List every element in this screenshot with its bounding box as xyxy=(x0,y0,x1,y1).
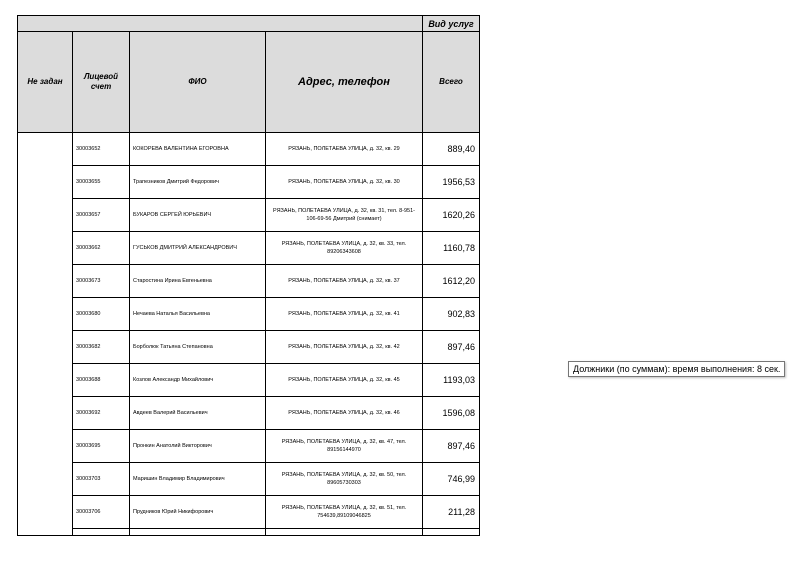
total-cell: 897,46 xyxy=(423,331,480,364)
cut-off-cell xyxy=(423,529,480,536)
cut-off-cell xyxy=(130,529,266,536)
debtors-report xyxy=(17,15,479,536)
column-header-account-label: Лицевой счет xyxy=(83,72,119,91)
total-cell: 902,83 xyxy=(423,298,480,331)
name-cell: Борболюк Татьяна Степановна xyxy=(130,331,266,364)
total-cell: 211,28 xyxy=(423,496,480,529)
table-row xyxy=(18,298,480,331)
total-cell: 1596,08 xyxy=(423,397,480,430)
address-cell: РЯЗАНЬ, ПОЛЕТАЕВА УЛИЦА, д. 32, кв. 46 xyxy=(266,397,423,430)
name-cell: Козлов Александр Михайлович xyxy=(130,364,266,397)
table-row xyxy=(18,232,480,265)
total-cell: 1160,78 xyxy=(423,232,480,265)
total-cell: 889,40 xyxy=(423,133,480,166)
cut-off-cell xyxy=(266,529,423,536)
column-header-address: Адрес, телефон xyxy=(266,32,423,133)
address-cell: РЯЗАНЬ, ПОЛЕТАЕВА УЛИЦА, д. 32, кв. 37 xyxy=(266,265,423,298)
table-row xyxy=(18,496,480,529)
name-cell: Пронкин Анатолий Викторович xyxy=(130,430,266,463)
name-cell: Трапезников Дмитрий Федорович xyxy=(130,166,266,199)
account-cell: 30003657 xyxy=(73,199,130,232)
total-cell: 746,99 xyxy=(423,463,480,496)
address-cell: РЯЗАНЬ, ПОЛЕТАЕВА УЛИЦА, д. 32, кв. 41 xyxy=(266,298,423,331)
account-cell: 30003682 xyxy=(73,331,130,364)
table-row xyxy=(18,166,480,199)
title-blank-cell xyxy=(18,16,423,32)
column-header-row xyxy=(18,32,480,133)
service-type-header: Вид услуг xyxy=(423,16,480,32)
account-cell: 30003655 xyxy=(73,166,130,199)
address-cell: РЯЗАНЬ, ПОЛЕТАЕВА УЛИЦА, д. 32, кв. 33, тел. 89206343608 xyxy=(266,232,423,265)
total-cell: 1956,53 xyxy=(423,166,480,199)
not-set-group-cell xyxy=(18,133,73,536)
cut-off-cell xyxy=(73,529,130,536)
address-cell: РЯЗАНЬ, ПОЛЕТАЕВА УЛИЦА, д. 32, кв. 30 xyxy=(266,166,423,199)
column-header-name: ФИО xyxy=(130,32,266,133)
address-cell: РЯЗАНЬ, ПОЛЕТАЕВА УЛИЦА, д. 32, кв. 47, тел. 89156144970 xyxy=(266,430,423,463)
account-cell: 30003688 xyxy=(73,364,130,397)
name-cell: БУКАРОВ СЕРГЕЙ ЮРЬЕВИЧ xyxy=(130,199,266,232)
address-cell: РЯЗАНЬ, ПОЛЕТАЕВА УЛИЦА, д. 32, кв. 50, тел. 89605730303 xyxy=(266,463,423,496)
title-row xyxy=(18,16,480,32)
column-header-total: Всего xyxy=(423,32,480,133)
name-cell: ГУСЬКОВ ДМИТРИЙ АЛЕКСАНДРОВИЧ xyxy=(130,232,266,265)
column-header-not-set: Не задан xyxy=(18,32,73,133)
account-cell: 30003673 xyxy=(73,265,130,298)
account-cell: 30003703 xyxy=(73,463,130,496)
cut-off-row xyxy=(18,529,480,536)
account-cell: 30003652 xyxy=(73,133,130,166)
name-cell: Маришин Владимир Владимирович xyxy=(130,463,266,496)
column-header-account xyxy=(73,32,130,133)
address-cell: РЯЗАНЬ, ПОЛЕТАЕВА УЛИЦА, д. 32, кв. 51, тел. 754639,89109046825 xyxy=(266,496,423,529)
table-row xyxy=(18,430,480,463)
name-cell: Нечаева Наталья Васильевна xyxy=(130,298,266,331)
account-cell: 30003695 xyxy=(73,430,130,463)
account-cell: 30003706 xyxy=(73,496,130,529)
account-cell: 30003692 xyxy=(73,397,130,430)
table-row xyxy=(18,463,480,496)
table-row xyxy=(18,265,480,298)
table-row xyxy=(18,133,480,166)
total-cell: 1193,03 xyxy=(423,364,480,397)
table-row xyxy=(18,331,480,364)
name-cell: Старостина Ирина Евгеньевна xyxy=(130,265,266,298)
table-row xyxy=(18,364,480,397)
address-cell: РЯЗАНЬ, ПОЛЕТАЕВА УЛИЦА, д. 32, кв. 31, тел. 8-951-106-69-56 Дмитрий (снимает) xyxy=(266,199,423,232)
account-cell: 30003662 xyxy=(73,232,130,265)
address-cell: РЯЗАНЬ, ПОЛЕТАЕВА УЛИЦА, д. 32, кв. 29 xyxy=(266,133,423,166)
report-table xyxy=(17,15,480,536)
total-cell: 1612,20 xyxy=(423,265,480,298)
table-row xyxy=(18,199,480,232)
total-cell: 897,46 xyxy=(423,430,480,463)
name-cell: Авдеев Валерий Васильевич xyxy=(130,397,266,430)
name-cell: КОКОРЕВА ВАЛЕНТИНА ЕГОРОВНА xyxy=(130,133,266,166)
table-row xyxy=(18,397,480,430)
execution-time-tooltip: Должники (по суммам): время выполнения: 8 сек. xyxy=(568,361,785,377)
account-cell: 30003680 xyxy=(73,298,130,331)
address-cell: РЯЗАНЬ, ПОЛЕТАЕВА УЛИЦА, д. 32, кв. 42 xyxy=(266,331,423,364)
name-cell: Прудников Юрий Никифорович xyxy=(130,496,266,529)
address-cell: РЯЗАНЬ, ПОЛЕТАЕВА УЛИЦА, д. 32, кв. 45 xyxy=(266,364,423,397)
total-cell: 1620,26 xyxy=(423,199,480,232)
